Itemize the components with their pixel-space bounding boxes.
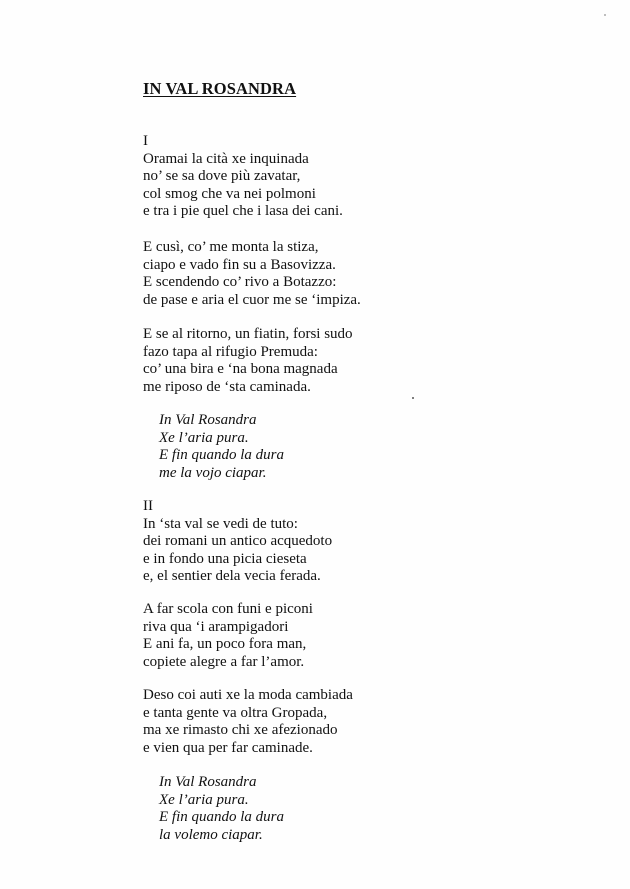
verse-line: col smog che va nei polmoni bbox=[143, 185, 316, 202]
verse-line: e vien qua per far caminade. bbox=[143, 739, 313, 756]
scan-speck bbox=[412, 397, 414, 399]
refrain-line: Xe l’aria pura. bbox=[159, 791, 249, 808]
stanza bbox=[143, 239, 361, 309]
verse-line: co’ una bira e ‘na bona magnada bbox=[143, 361, 338, 378]
verse-line: de pase e aria el cuor me se ‘impiza. bbox=[143, 291, 361, 308]
refrain-line: In Val Rosandra bbox=[159, 412, 257, 428]
refrain-line: Xe l’aria pura. bbox=[159, 429, 249, 446]
verse-line: e tanta gente va oltra Gropada, bbox=[143, 704, 328, 721]
stanza bbox=[143, 326, 353, 396]
stanza bbox=[143, 601, 313, 671]
refrain bbox=[159, 774, 284, 844]
verse-line: Deso coi auti xe la moda cambiada bbox=[143, 687, 353, 703]
refrain-line: la volemo ciapar. bbox=[159, 826, 263, 843]
verse-line: riva qua ‘i arampigadori bbox=[143, 618, 289, 635]
refrain-line: E fin quando la dura bbox=[159, 447, 285, 464]
verse-line: A far scola con funi e piconi bbox=[143, 601, 313, 617]
part-one bbox=[143, 133, 343, 221]
verse-line: fazo tapa al rifugio Premuda: bbox=[143, 343, 318, 360]
verse-line: e in fondo una picia cieseta bbox=[143, 550, 307, 567]
scan-speck bbox=[604, 14, 606, 16]
verse-line: e, el sentier dela vecia ferada. bbox=[143, 568, 321, 585]
verse-line: e tra i pie quel che i lasa dei cani. bbox=[143, 203, 343, 220]
verse-line: dei romani un antico acquedoto bbox=[143, 533, 333, 550]
verse-line: ciapo e vado fin su a Basovizza. bbox=[143, 256, 336, 273]
part-two bbox=[143, 498, 332, 586]
refrain-line: In Val Rosandra bbox=[159, 774, 257, 790]
verse-line: ma xe rimasto chi xe afezionado bbox=[143, 722, 338, 739]
stanza bbox=[143, 687, 353, 757]
section-numeral: I bbox=[143, 133, 148, 149]
refrain-line: me la vojo ciapar. bbox=[159, 464, 267, 481]
verse-line: E cusì, co’ me monta la stiza, bbox=[143, 239, 319, 255]
verse-line: me riposo de ‘sta caminada. bbox=[143, 378, 311, 395]
verse-line: copiete alegre a far l’amor. bbox=[143, 653, 305, 670]
verse-line: In ‘sta val se vedi de tuto: bbox=[143, 515, 298, 532]
verse-line: Oramai la cità xe inquinada bbox=[143, 150, 309, 167]
verse-line: E se al ritorno, un fiatin, forsi sudo bbox=[143, 326, 353, 342]
verse-line: E ani fa, un poco fora man, bbox=[143, 636, 307, 653]
poem-title: IN VAL ROSANDRA bbox=[143, 79, 297, 98]
refrain bbox=[159, 412, 284, 482]
verse-line: E scendendo co’ rivo a Botazzo: bbox=[143, 274, 337, 291]
verse-line: no’ se sa dove più zavatar, bbox=[143, 168, 301, 185]
refrain-line: E fin quando la dura bbox=[159, 809, 285, 826]
section-numeral: II bbox=[143, 498, 153, 514]
